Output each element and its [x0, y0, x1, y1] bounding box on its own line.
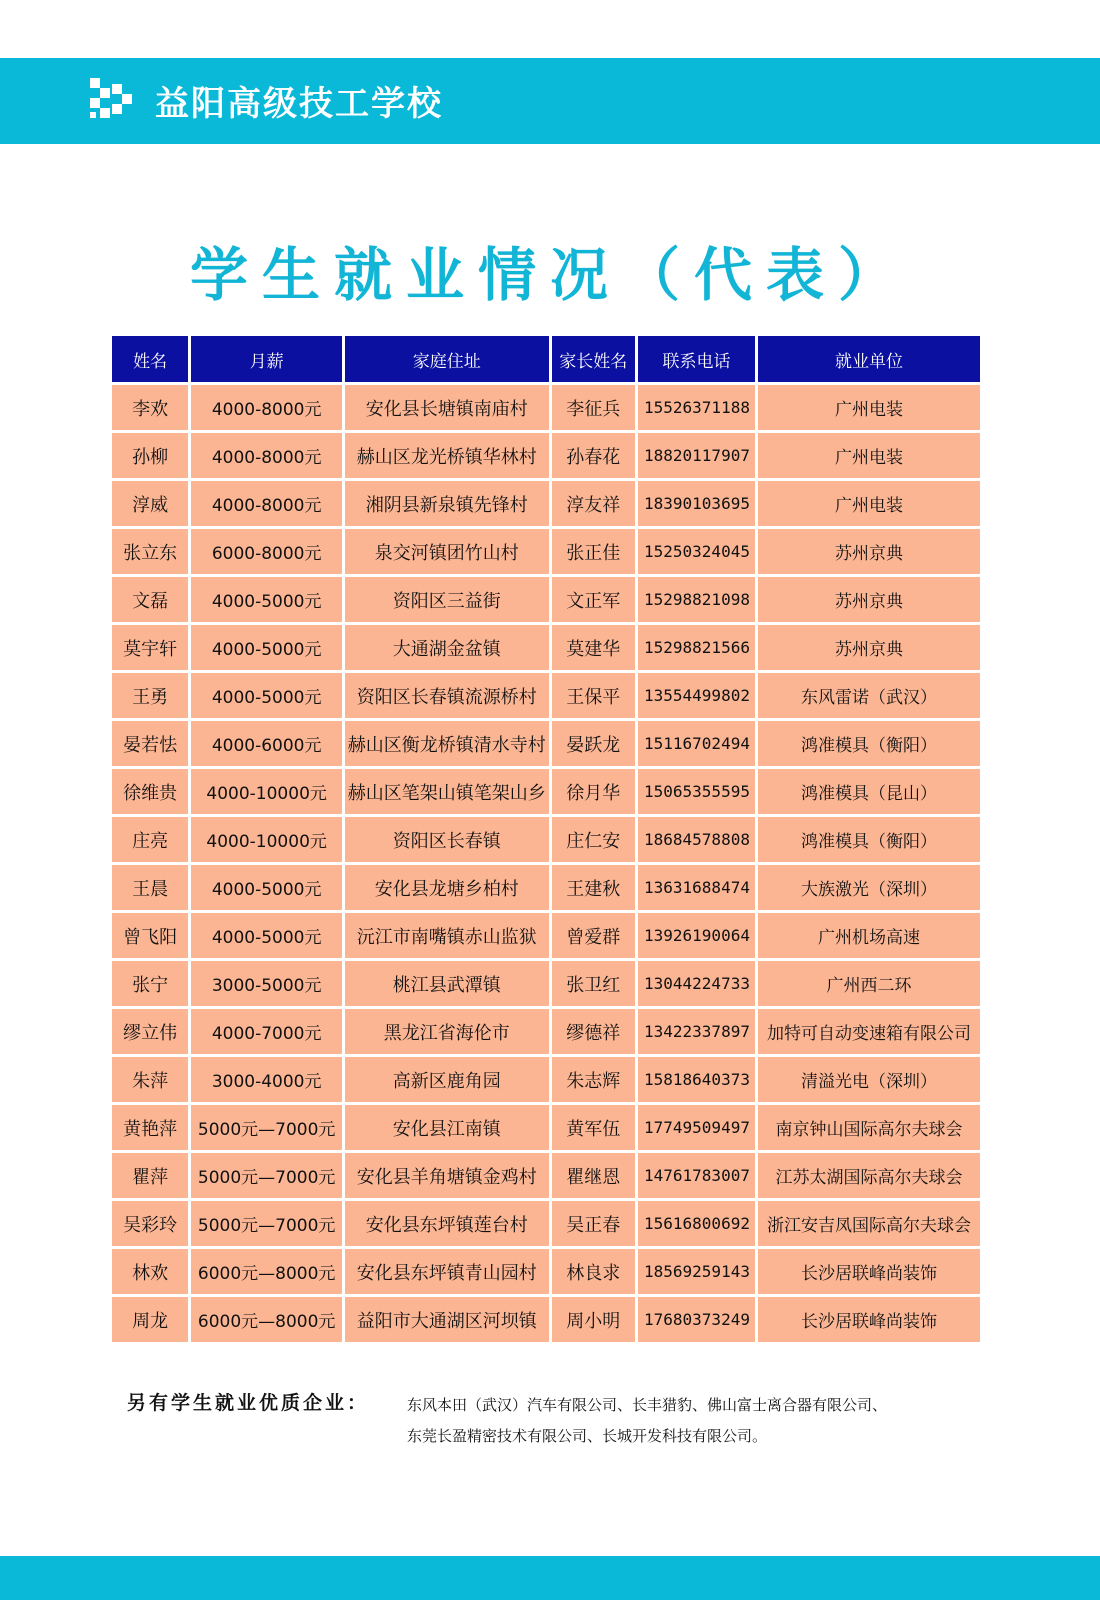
student-name-cell: 吴彩玲 — [112, 1201, 188, 1246]
parent-name-cell: 李征兵 — [552, 385, 635, 430]
salary-cell: 5000元—7000元 — [191, 1105, 342, 1150]
parent-name-cell: 林良求 — [552, 1249, 635, 1294]
table-row — [112, 1057, 980, 1102]
salary-cell: 4000-5000元 — [191, 865, 342, 910]
column-header: 月薪 — [191, 336, 342, 382]
student-name-cell: 张立东 — [112, 529, 188, 574]
footer-companies — [407, 1390, 987, 1452]
column-header: 姓名 — [112, 336, 188, 382]
address-cell: 资阳区长春镇 — [345, 817, 549, 862]
phone-cell: 13554499802 — [638, 673, 755, 718]
employer-cell: 南京钟山国际高尔夫球会 — [758, 1105, 980, 1150]
table-row — [112, 769, 980, 814]
salary-cell: 4000-8000元 — [191, 481, 342, 526]
table-row — [112, 721, 980, 766]
parent-name-cell: 莫建华 — [552, 625, 635, 670]
employer-cell: 鸿准模具（衡阳） — [758, 721, 980, 766]
phone-cell: 15616800692 — [638, 1201, 755, 1246]
column-header: 家庭住址 — [345, 336, 549, 382]
table-row — [112, 1249, 980, 1294]
table-row — [112, 865, 980, 910]
phone-cell: 13926190064 — [638, 913, 755, 958]
employer-cell: 苏州京典 — [758, 577, 980, 622]
employer-cell: 加特可自动变速箱有限公司 — [758, 1009, 980, 1054]
table-row — [112, 481, 980, 526]
table-row — [112, 673, 980, 718]
salary-cell: 4000-5000元 — [191, 913, 342, 958]
table-row — [112, 1009, 980, 1054]
employment-table-container — [112, 336, 980, 1345]
parent-name-cell: 王建秋 — [552, 865, 635, 910]
student-name-cell: 淳威 — [112, 481, 188, 526]
student-name-cell: 瞿萍 — [112, 1153, 188, 1198]
phone-cell: 17680373249 — [638, 1297, 755, 1342]
employer-cell: 东风雷诺（武汉） — [758, 673, 980, 718]
parent-name-cell: 张正佳 — [552, 529, 635, 574]
salary-cell: 4000-8000元 — [191, 433, 342, 478]
address-cell: 资阳区长春镇流源桥村 — [345, 673, 549, 718]
parent-name-cell: 孙春花 — [552, 433, 635, 478]
address-cell: 益阳市大通湖区河坝镇 — [345, 1297, 549, 1342]
student-name-cell: 缪立伟 — [112, 1009, 188, 1054]
school-name: 益阳高级技工学校 — [155, 84, 443, 124]
address-cell: 资阳区三益街 — [345, 577, 549, 622]
phone-cell: 15298821098 — [638, 577, 755, 622]
student-name-cell: 林欢 — [112, 1249, 188, 1294]
table-row — [112, 577, 980, 622]
address-cell: 大通湖金盆镇 — [345, 625, 549, 670]
salary-cell: 4000-6000元 — [191, 721, 342, 766]
address-cell: 安化县东坪镇莲台村 — [345, 1201, 549, 1246]
phone-cell: 15065355595 — [638, 769, 755, 814]
student-name-cell: 庄亮 — [112, 817, 188, 862]
salary-cell: 4000-5000元 — [191, 625, 342, 670]
parent-name-cell: 曾爱群 — [552, 913, 635, 958]
phone-cell: 15526371188 — [638, 385, 755, 430]
salary-cell: 4000-5000元 — [191, 577, 342, 622]
student-name-cell: 曾飞阳 — [112, 913, 188, 958]
address-cell: 沅江市南嘴镇赤山监狱 — [345, 913, 549, 958]
student-name-cell: 文磊 — [112, 577, 188, 622]
address-cell: 安化县羊角塘镇金鸡村 — [345, 1153, 549, 1198]
employer-cell: 广州西二环 — [758, 961, 980, 1006]
parent-name-cell: 文正军 — [552, 577, 635, 622]
parent-name-cell: 黄军伍 — [552, 1105, 635, 1150]
salary-cell: 6000元—8000元 — [191, 1297, 342, 1342]
table-row — [112, 1105, 980, 1150]
phone-cell: 13044224733 — [638, 961, 755, 1006]
employer-cell: 苏州京典 — [758, 625, 980, 670]
salary-cell: 6000元—8000元 — [191, 1249, 342, 1294]
column-header: 家长姓名 — [552, 336, 635, 382]
student-name-cell: 黄艳萍 — [112, 1105, 188, 1150]
salary-cell: 4000-10000元 — [191, 769, 342, 814]
table-row — [112, 529, 980, 574]
phone-cell: 18684578808 — [638, 817, 755, 862]
salary-cell: 4000-8000元 — [191, 385, 342, 430]
employment-table — [109, 333, 983, 1345]
address-cell: 赫山区衡龙桥镇清水寺村 — [345, 721, 549, 766]
bottom-banner — [0, 1556, 1100, 1600]
table-row — [112, 625, 980, 670]
student-name-cell: 张宁 — [112, 961, 188, 1006]
column-header: 就业单位 — [758, 336, 980, 382]
phone-cell: 17749509497 — [638, 1105, 755, 1150]
phone-cell: 18569259143 — [638, 1249, 755, 1294]
employer-cell: 广州电装 — [758, 433, 980, 478]
phone-cell: 13422337897 — [638, 1009, 755, 1054]
table-row — [112, 433, 980, 478]
salary-cell: 4000-10000元 — [191, 817, 342, 862]
address-cell: 湘阴县新泉镇先锋村 — [345, 481, 549, 526]
school-logo-icon — [90, 78, 138, 122]
employer-cell: 清溢光电（深圳） — [758, 1057, 980, 1102]
address-cell: 安化县东坪镇青山园村 — [345, 1249, 549, 1294]
column-header: 联系电话 — [638, 336, 755, 382]
salary-cell: 5000元—7000元 — [191, 1201, 342, 1246]
employer-cell: 鸿准模具（昆山） — [758, 769, 980, 814]
student-name-cell: 李欢 — [112, 385, 188, 430]
table-row — [112, 385, 980, 430]
salary-cell: 4000-5000元 — [191, 673, 342, 718]
student-name-cell: 朱萍 — [112, 1057, 188, 1102]
student-name-cell: 周龙 — [112, 1297, 188, 1342]
address-cell: 安化县龙塘乡柏村 — [345, 865, 549, 910]
employer-cell: 苏州京典 — [758, 529, 980, 574]
salary-cell: 6000-8000元 — [191, 529, 342, 574]
student-name-cell: 莫宇轩 — [112, 625, 188, 670]
table-row — [112, 817, 980, 862]
student-name-cell: 王晨 — [112, 865, 188, 910]
footer-line: 东风本田（武汉）汽车有限公司、长丰猎豹、佛山富士离合器有限公司、 — [407, 1396, 888, 1414]
salary-cell: 3000-5000元 — [191, 961, 342, 1006]
employer-cell: 长沙居联峰尚装饰 — [758, 1249, 980, 1294]
address-cell: 赫山区龙光桥镇华林村 — [345, 433, 549, 478]
employer-cell: 广州电装 — [758, 385, 980, 430]
salary-cell: 4000-7000元 — [191, 1009, 342, 1054]
address-cell: 桃江县武潭镇 — [345, 961, 549, 1006]
phone-cell: 14761783007 — [638, 1153, 755, 1198]
footer-label: 另有学生就业优质企业： — [127, 1392, 370, 1414]
parent-name-cell: 缪德祥 — [552, 1009, 635, 1054]
top-banner — [0, 58, 1100, 144]
student-name-cell: 孙柳 — [112, 433, 188, 478]
table-row — [112, 913, 980, 958]
parent-name-cell: 朱志辉 — [552, 1057, 635, 1102]
employer-cell: 长沙居联峰尚装饰 — [758, 1297, 980, 1342]
employer-cell: 广州机场高速 — [758, 913, 980, 958]
parent-name-cell: 周小明 — [552, 1297, 635, 1342]
phone-cell: 15298821566 — [638, 625, 755, 670]
address-cell: 安化县江南镇 — [345, 1105, 549, 1150]
student-name-cell: 徐维贵 — [112, 769, 188, 814]
phone-cell: 18820117907 — [638, 433, 755, 478]
footer-line: 东莞长盈精密技术有限公司、长城开发科技有限公司。 — [407, 1427, 768, 1445]
parent-name-cell: 庄仁安 — [552, 817, 635, 862]
phone-cell: 15116702494 — [638, 721, 755, 766]
address-cell: 高新区鹿角园 — [345, 1057, 549, 1102]
phone-cell: 13631688474 — [638, 865, 755, 910]
parent-name-cell: 吴正春 — [552, 1201, 635, 1246]
phone-cell: 18390103695 — [638, 481, 755, 526]
table-row — [112, 961, 980, 1006]
parent-name-cell: 徐月华 — [552, 769, 635, 814]
phone-cell: 15818640373 — [638, 1057, 755, 1102]
address-cell: 安化县长塘镇南庙村 — [345, 385, 549, 430]
parent-name-cell: 瞿继恩 — [552, 1153, 635, 1198]
table-row — [112, 1153, 980, 1198]
table-body — [112, 385, 980, 1342]
student-name-cell: 王勇 — [112, 673, 188, 718]
salary-cell: 3000-4000元 — [191, 1057, 342, 1102]
employer-cell: 大族激光（深圳） — [758, 865, 980, 910]
table-row — [112, 1297, 980, 1342]
employer-cell: 广州电装 — [758, 481, 980, 526]
page-title: 学生就业情况（代表） — [189, 241, 910, 309]
salary-cell: 5000元—7000元 — [191, 1153, 342, 1198]
parent-name-cell: 王保平 — [552, 673, 635, 718]
address-cell: 赫山区笔架山镇笔架山乡 — [345, 769, 549, 814]
employer-cell: 江苏太湖国际高尔夫球会 — [758, 1153, 980, 1198]
parent-name-cell: 淳友祥 — [552, 481, 635, 526]
phone-cell: 15250324045 — [638, 529, 755, 574]
parent-name-cell: 张卫红 — [552, 961, 635, 1006]
student-name-cell: 晏若怯 — [112, 721, 188, 766]
table-row — [112, 1201, 980, 1246]
table-header-row — [112, 336, 980, 382]
address-cell: 黑龙江省海伦市 — [345, 1009, 549, 1054]
employer-cell: 浙江安吉凤国际高尔夫球会 — [758, 1201, 980, 1246]
parent-name-cell: 晏跃龙 — [552, 721, 635, 766]
employer-cell: 鸿准模具（衡阳） — [758, 817, 980, 862]
address-cell: 泉交河镇团竹山村 — [345, 529, 549, 574]
